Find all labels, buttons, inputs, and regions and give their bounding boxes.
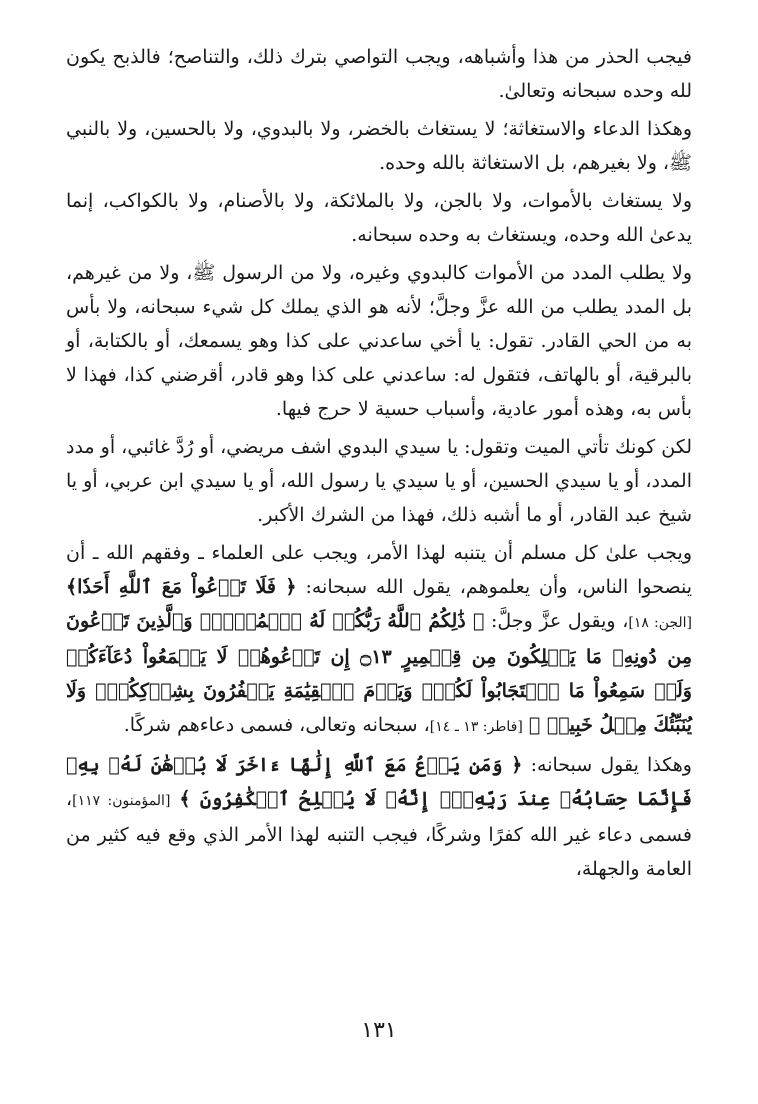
quran-verse-fatir: ﴿ ذَٰلِكُمُ ٱللَّهُ رَبُّكُمۡ لَهُ ٱلۡمُلۡكُۚ وَٱلَّذِينَ تَدۡعُونَ مِن دُونِهِۦ مَا يَمۡلِكُونَ مِن قِطۡمِيرٍ ۝١٣ إِن تَدۡعُوهُمۡ لَا يَسۡمَعُواْ دُعَآءَكُمۡ وَلَوۡ سَمِعُواْ مَا ٱسۡتَجَابُواْ لَكُمۡۖ وَيَوۡمَ ٱلۡقِيَٰمَةِ يَكۡفُرُونَ بِشِرۡكِكُمۡۚ وَلَا يُنَبِّئُكَ مِثۡلُ خَبِيرٖ ﴾ <box>66 610 692 736</box>
paragraph-7-end: ، فسمى دعاء غير الله كفرًا وشركًا، فيجب التنبه لهذا الأمر الذي وقع فيه كثير من العامة والجهلة، <box>66 788 692 880</box>
quran-verse-jinn: ﴿ فَلَا تَدۡعُواْ مَعَ ٱللَّهِ أَحَدٗا﴾ <box>66 576 297 598</box>
paragraph-2: وهكذا الدعاء والاستغاثة؛ لا يستغاث بالخضر، ولا بالبدوي، ولا بالحسين، ولا بالنبي ﷺ، ولا بغيرهم، بل الاستغاثة بالله وحده. <box>66 118 693 174</box>
paragraph-6-end: ، سبحانه وتعالى، فسمى دعاءهم شركًا. <box>123 714 430 736</box>
paragraph-6 <box>66 536 692 744</box>
paragraph-6-intro: ويجب علىٰ كل مسلم أن يتنبه لهذا الأمر، ويجب على العلماء ـ وفقهم الله ـ أن ينصحوا الناس، وأن يعلموهم، يقول الله سبحانه: <box>66 542 693 598</box>
page-number: ١٣١ <box>361 1018 397 1043</box>
paragraph-7-intro: وهكذا يقول سبحانه: <box>530 754 692 776</box>
verse-reference-fatir: [فاطر: ١٣ ـ ١٤] <box>429 719 523 735</box>
paragraph-5: لكن كونك تأتي الميت وتقول: يا سيدي البدوي اشف مريضي، أو رُدَّ غائبي، أو مدد المدد، أو يا سيدي الحسين، أو يا سيدي يا رسول الله، أو يا سيدي ابن عربي، أو يا شيخ عبد القادر، أو ما أشبه ذلك، فهذا من الشرك الأكبر. <box>66 436 692 526</box>
paragraph-6-mid: ، ويقول عزَّ وجلَّ: <box>491 610 629 632</box>
verse-reference-muminun: [المؤمنون: ١١٧] <box>72 793 171 809</box>
verse-reference-jinn: [الجن: ١٨] <box>628 615 693 631</box>
quran-verse-muminun: ﴿ وَمَن يَدۡعُ مَعَ ٱللَّهِ إِلَٰهًا ءَاخَرَ لَا بُرۡهَٰنَ لَهُۥ بِهِۦ فَإِنَّمَا حِسَابُهُۥ عِندَ رَبِّهِۦٓۚ إِنَّهُۥ لَا يُفۡلِحُ ٱلۡكَٰفِرُونَ ﴾ <box>66 754 692 810</box>
paragraph-3: ولا يستغاث بالأموات، ولا بالجن، ولا بالملائكة، ولا بالأصنام، ولا بالكواكب، إنما يدعىٰ الله وحده، ويستغاث به وحده سبحانه. <box>66 190 692 246</box>
paragraph-7 <box>66 748 692 886</box>
paragraph-4: ولا يطلب المدد من الأموات كالبدوي وغيره، ولا من الرسول ﷺ، ولا من غيرهم، بل المدد يطلب من الله عزَّ وجلَّ؛ لأنه هو الذي يملك كل شيء سبحانه، ولا بأس به من الحي القادر. تقول: يا أخي ساعدني على كذا وهو يسمعك، أو بالكتابة، أو بالبرقية، أو بالهاتف، فتقول له: ساعدني على كذا وهو قادر، أقرضني كذا، فهذا لا بأس به، وهذه أمور عادية، وأسباب حسية لا حرج فيها. <box>66 262 692 420</box>
paragraph-1: فيجب الحذر من هذا وأشباهه، ويجب التواصي بترك ذلك، والتناصح؛ فالذبح يكون لله وحده سبحانه وتعالىٰ. <box>66 46 692 102</box>
